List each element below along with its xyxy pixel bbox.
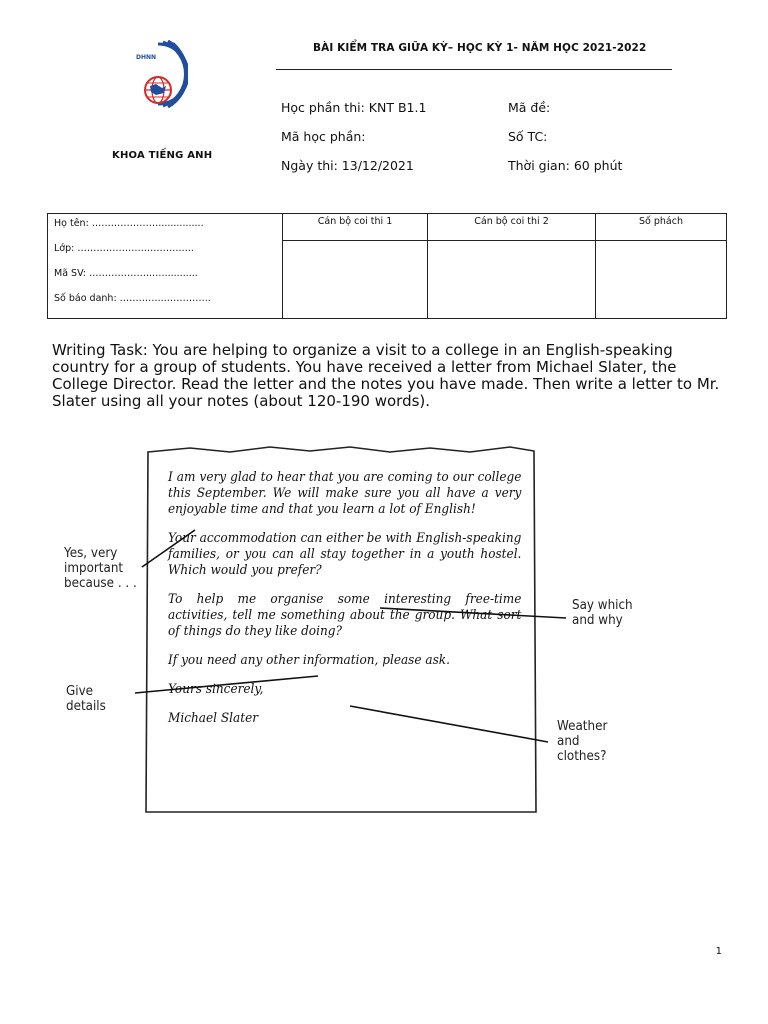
writing-task-text: Writing Task: You are helping to organize a visit to a college in an English-speaking country for a group of students. You have received a letter from Michael Slater, the College Director. Read the letter and the notes you have made. Then write a letter to Mr. Slater using all your notes (about 120-190 words).: [52, 341, 720, 410]
exam-duration: Thời gian: 60 phút: [508, 158, 623, 173]
letter-closing: Yours sincerely,: [168, 682, 264, 697]
note-line-text: details: [66, 699, 106, 714]
proctor-1-header: Cán bộ coi thi 1: [283, 214, 428, 241]
letter-signature: Michael Slater: [168, 711, 259, 726]
note-line-text: important: [64, 561, 124, 576]
note-line-text: Give: [66, 684, 94, 699]
full-name-field[interactable]: Họ tên: …………………...............: [54, 218, 204, 229]
letter-paragraph-3: To help me organise some interesting free-time activities, tell me something about the group. What sort of things do they like doing?: [168, 592, 522, 639]
note-line-text: and: [557, 734, 580, 749]
note-line-text: clothes?: [557, 749, 607, 764]
exam-title: BÀI KIỂM TRA GIỮA KỲ– HỌC KỲ 1- NĂM HỌC 2021-2022: [313, 42, 647, 54]
student-id-field[interactable]: Mã SV: ………………...…...........: [54, 268, 198, 279]
class-field[interactable]: Lớp: ………………….……….…..: [54, 243, 194, 254]
proctor-2-header: Cán bộ coi thi 2: [428, 214, 596, 241]
letter-paragraph-4: If you need any other information, please ask.: [168, 653, 450, 668]
department-name: KHOA TIẾNG ANH: [112, 150, 213, 161]
page-number: 1: [715, 946, 722, 957]
note-line-text: Weather: [557, 719, 608, 734]
note-weather: [557, 719, 607, 764]
exam-code: Mã đề:: [508, 100, 551, 115]
note-line-text: and why: [572, 613, 623, 628]
course-code: Mã học phần:: [281, 129, 366, 144]
letter-body: [168, 470, 528, 740]
course-name: Học phần thi: KNT B1.1: [281, 100, 427, 115]
logo-text: DHNN: [136, 54, 157, 61]
exam-date: Ngày thi: 13/12/2021: [281, 158, 414, 173]
note-give-details: [66, 684, 106, 714]
note-line-text: because . . .: [64, 576, 137, 591]
note-line-text: Say which: [572, 598, 633, 613]
candidate-number-field[interactable]: Số báo danh: …………...…………..: [54, 293, 211, 304]
note-line-text: Yes, very: [64, 546, 118, 561]
note-say-which: [572, 598, 633, 628]
letter-paragraph-1: I am very glad to hear that you are coming to our college this September. We will make sure you all have a very enjoyable time and that you learn a lot of English!: [168, 470, 522, 517]
letter-paragraph-2: Your accommodation can either be with English-speaking families, or you can all stay together in a youth hostel. Which would you prefer?: [168, 531, 522, 578]
credit-count: Số TC:: [508, 129, 548, 144]
serial-number-header: Số phách: [596, 214, 727, 241]
note-importance: [64, 546, 137, 591]
